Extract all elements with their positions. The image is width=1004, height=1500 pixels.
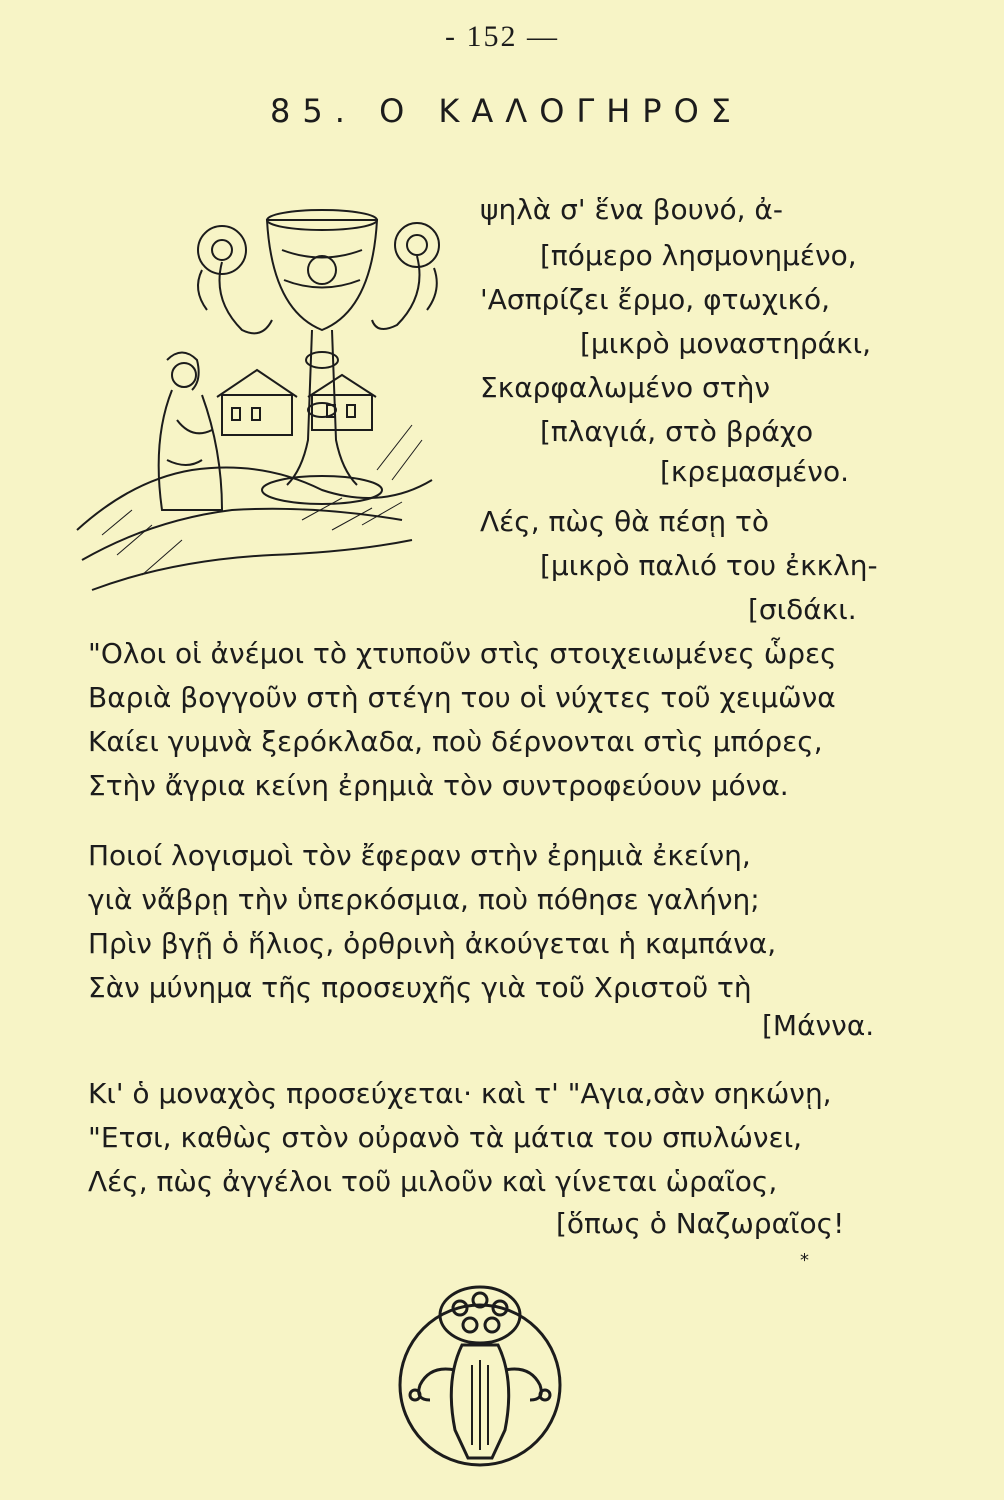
verse-line: [σιδάκι. (748, 593, 857, 626)
verse-line: [Μάννα. (762, 1009, 875, 1042)
verse-line: [πλαγιά, στὸ βράχο (540, 415, 814, 448)
chalice-monk-illustration (72, 180, 442, 610)
vase-ornament-icon (380, 1270, 610, 1480)
verse-line: Κι' ὁ μοναχὸς προσεύχεται· καὶ τ' "Αγια,σὰν σηκώνῃ, (88, 1077, 832, 1110)
verse-line: Σὰν μύνημα τῆς προσευχῆς γιὰ τοῦ Χριστοῦ τὴ (88, 971, 752, 1004)
verse-line: "Ολοι οἱ ἀνέμοι τὸ χτυποῦν στὶς στοιχειωμένες ὧρες (88, 637, 837, 670)
verse-line: [κρεμασμένο. (660, 455, 849, 488)
end-asterisk: * (800, 1250, 809, 1271)
verse-line: Λές, πὼς θὰ πέσῃ τὸ (480, 505, 770, 538)
verse-line: Λές, πὼς ἀγγέλοι τοῦ μιλοῦν καὶ γίνεται ὡραῖος, (88, 1165, 778, 1198)
verse-line: Καίει γυμνὰ ξερόκλαδα, ποὺ δέρνονται στὶς μπόρες, (88, 725, 823, 758)
verse-line: ψηλὰ σ' ἕνα βουνό, ἀ- (480, 193, 783, 226)
verse-line: γιὰ νἄβρῃ τὴν ὑπερκόσμια, ποὺ πόθησε γαλήνη; (88, 883, 760, 916)
verse-line: [πόμερο λησμονημένο, (540, 239, 857, 272)
verse-line: "Ετσι, καθὼς στὸν οὐρανὸ τὰ μάτια του σπυλώνει, (88, 1121, 803, 1154)
verse-line: Βαριὰ βογγοῦν στὴ στέγη του οἱ νύχτες τοῦ χειμῶνα (88, 681, 836, 714)
verse-line: [μικρὸ παλιό του ἐκκλη- (540, 549, 878, 582)
page-number: - 152 — (445, 20, 559, 53)
verse-line: [μικρὸ μοναστηράκι, (580, 327, 872, 360)
poem-title: 85. Ο ΚΑΛΟΓΗΡΟΣ (270, 92, 743, 130)
verse-line: Ποιοί λογισμοὶ τὸν ἔφεραν στὴν ἐρημιὰ ἐκείνη, (88, 839, 751, 872)
verse-line: Σκαρφαλωμένο στὴν (480, 371, 770, 404)
verse-line: 'Ασπρίζει ἔρμο, φτωχικό, (480, 283, 831, 316)
verse-line: Πρὶν βγῇ ὁ ἥλιος, ὀρθρινὴ ἀκούγεται ἡ καμπάνα, (88, 927, 777, 960)
verse-line: [ὅπως ὁ Ναζωραῖος! (556, 1207, 845, 1240)
verse-line: Στὴν ἄγρια κείνη ἐρημιὰ τὸν συντροφεύουν μόνα. (88, 769, 789, 802)
